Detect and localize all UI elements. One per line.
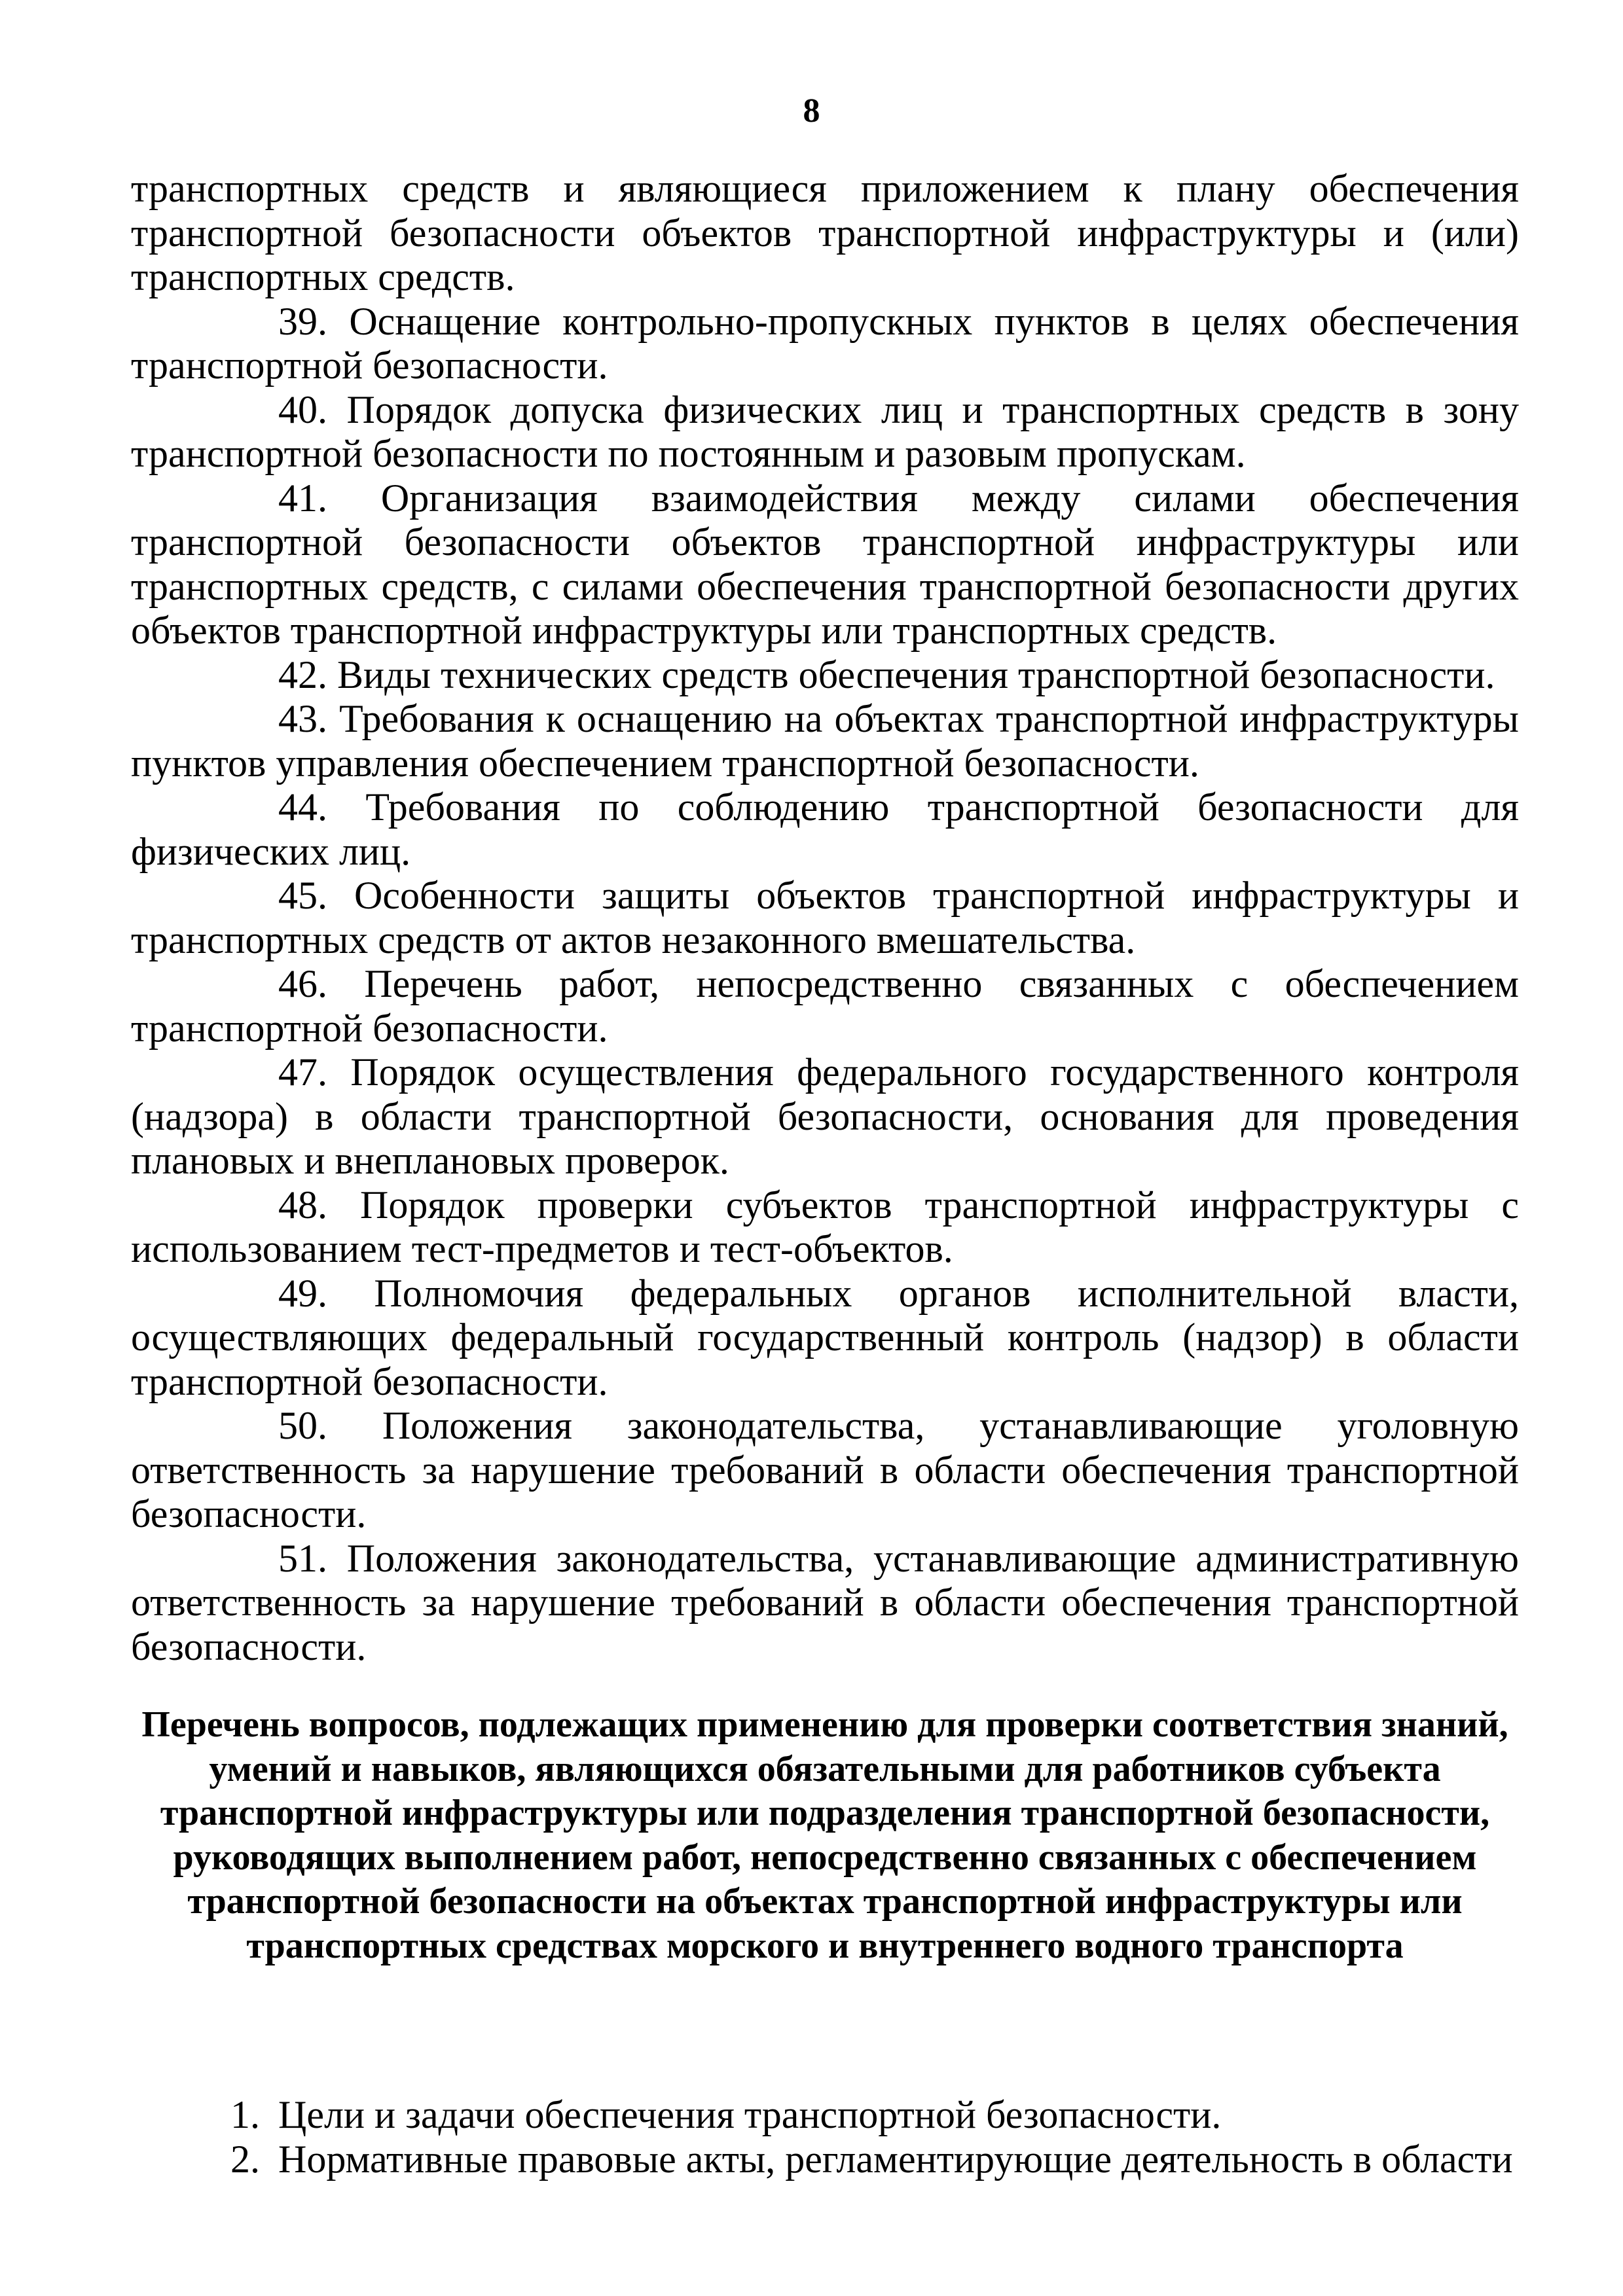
list-item-47: 47. Порядок осуществления федерального государственного контроля (надзора) в области транспортной безопасности, основания для проведения плановых и внеплановых проверок. — [131, 1050, 1519, 1182]
document-body — [131, 167, 1519, 1669]
page-number: 8 — [803, 92, 820, 130]
list-item-50: 50. Положения законодательства, устанавливающие уголовную ответственность за нарушение требований в области обеспечения транспортной безопасности. — [131, 1404, 1519, 1535]
list-item-51: 51. Положения законодательства, устанавливающие административную ответственность за нарушение требований в области обеспечения транспортной безопасности. — [131, 1536, 1519, 1668]
list-item-45: 45. Особенности защиты объектов транспортной инфраструктуры и транспортных средств от актов незаконного вмешательства. — [131, 874, 1519, 961]
section-heading: Перечень вопросов, подлежащих применению для проверки соответствия знаний, умений и навыков, являющихся обязательными для работников субъекта транспортной инфраструктуры или подразделения транспортной безопасности, руководящих выполнением работ, непосредственно связанных с обеспечением транспортной безопасности на объектах транспортной инфраструктуры или транспортных средствах морского и внутреннего водного транспорта — [141, 1704, 1508, 1966]
list-item-43: 43. Требования к оснащению на объектах транспортной инфраструктуры пунктов управления обеспечением транспортной безопасности. — [131, 697, 1519, 785]
new-question-list — [131, 2093, 1519, 2181]
list-item-41: 41. Организация взаимодействия между силами обеспечения транспортной безопасности объектов транспортной инфраструктуры или транспортных средств, с силами обеспечения транспортной безопасности других объектов транспортной инфраструктуры или транспортных средств. — [131, 476, 1519, 652]
list-item-number: 1. — [230, 2093, 260, 2136]
list-item-48: 48. Порядок проверки субъектов транспортной инфраструктуры с использованием тест-предметов и тест-объектов. — [131, 1183, 1519, 1270]
continuation-paragraph: транспортных средств и являющиеся приложением к плану обеспечения транспортной безопасности объектов транспортной инфраструктуры и (или) транспортных средств. — [131, 167, 1519, 298]
list-item-42: 42. Виды технических средств обеспечения транспортной безопасности. — [278, 653, 1495, 696]
list-item-44: 44. Требования по соблюдению транспортной безопасности для физических лиц. — [131, 785, 1519, 873]
list-item-40: 40. Порядок допуска физических лиц и транспортных средств в зону транспортной безопасности по постоянным и разовым пропускам. — [131, 387, 1519, 475]
list-item-49: 49. Полномочия федеральных органов исполнительной власти, осуществляющих федеральный государственный контроль (надзор) в области транспортной безопасности. — [131, 1271, 1519, 1403]
list-item-46: 46. Перечень работ, непосредственно связанных с обеспечением транспортной безопасности. — [131, 962, 1519, 1050]
list-item-text: Нормативные правовые акты, регламентирующие деятельность в области — [278, 2137, 1513, 2181]
list-item-text: Цели и задачи обеспечения транспортной безопасности. — [278, 2093, 1222, 2136]
list-item — [131, 2093, 1519, 2138]
list-item-39: 39. Оснащение контрольно-пропускных пунктов в целях обеспечения транспортной безопасности. — [131, 299, 1519, 387]
list-item — [131, 2138, 1519, 2182]
list-item-number: 2. — [230, 2137, 260, 2181]
